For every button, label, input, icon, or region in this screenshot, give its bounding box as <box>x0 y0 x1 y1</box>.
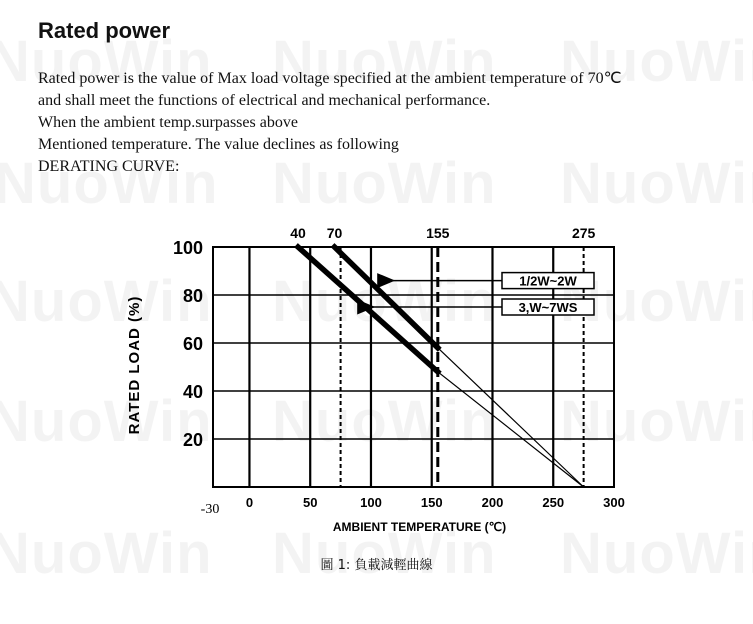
top-temperature-marker: 275 <box>571 225 596 241</box>
series-line-thin <box>438 348 584 487</box>
y-tick-label: 60 <box>182 334 203 354</box>
series-line-thick <box>335 247 438 348</box>
x-axis-label: AMBIENT TEMPERATURE (℃) <box>332 520 507 534</box>
paragraph-line: Rated power is the value of Max load voltage specified at the ambient temperature of 70℃ <box>38 70 622 87</box>
x-tick-label: 300 <box>603 495 625 510</box>
y-tick-label: 40 <box>182 382 203 402</box>
top-temperature-marker: 155 <box>426 225 450 241</box>
series-line-thick <box>298 247 438 372</box>
y-tick-label: 20 <box>182 430 203 450</box>
series-line-thin <box>438 372 584 487</box>
top-temperature-marker: 40 <box>290 225 306 241</box>
paragraph-line: Mentioned temperature. The value declines as following <box>38 136 399 153</box>
y-axis-label: RATED LOAD (%) <box>126 295 143 435</box>
paragraph-line: and shall meet the functions of electrical and mechanical performance. <box>38 92 491 109</box>
page-heading: Rated power <box>38 18 171 43</box>
x-tick-label: 250 <box>542 495 565 510</box>
x-tick-label: 50 <box>302 495 318 510</box>
figure-caption: 圖 1: 負載減輕曲線 <box>320 558 433 573</box>
x-tick-label: 0 <box>245 495 254 510</box>
legend-label: 1/2W~2W <box>519 273 577 289</box>
top-temperature-marker: 70 <box>326 225 343 241</box>
paragraph-line: DERATING CURVE: <box>38 158 180 175</box>
y-tick-label: 80 <box>182 286 203 306</box>
y-tick-label: 100 <box>172 238 203 258</box>
legend-label: 3,W~7WS <box>518 300 578 315</box>
x-tick-label: 100 <box>360 495 382 510</box>
x-tick-label: -30 <box>200 502 220 517</box>
paragraph-line: When the ambient temp.surpasses above <box>38 114 298 131</box>
x-tick-label: 150 <box>420 495 443 510</box>
x-tick-label: 200 <box>481 495 504 510</box>
